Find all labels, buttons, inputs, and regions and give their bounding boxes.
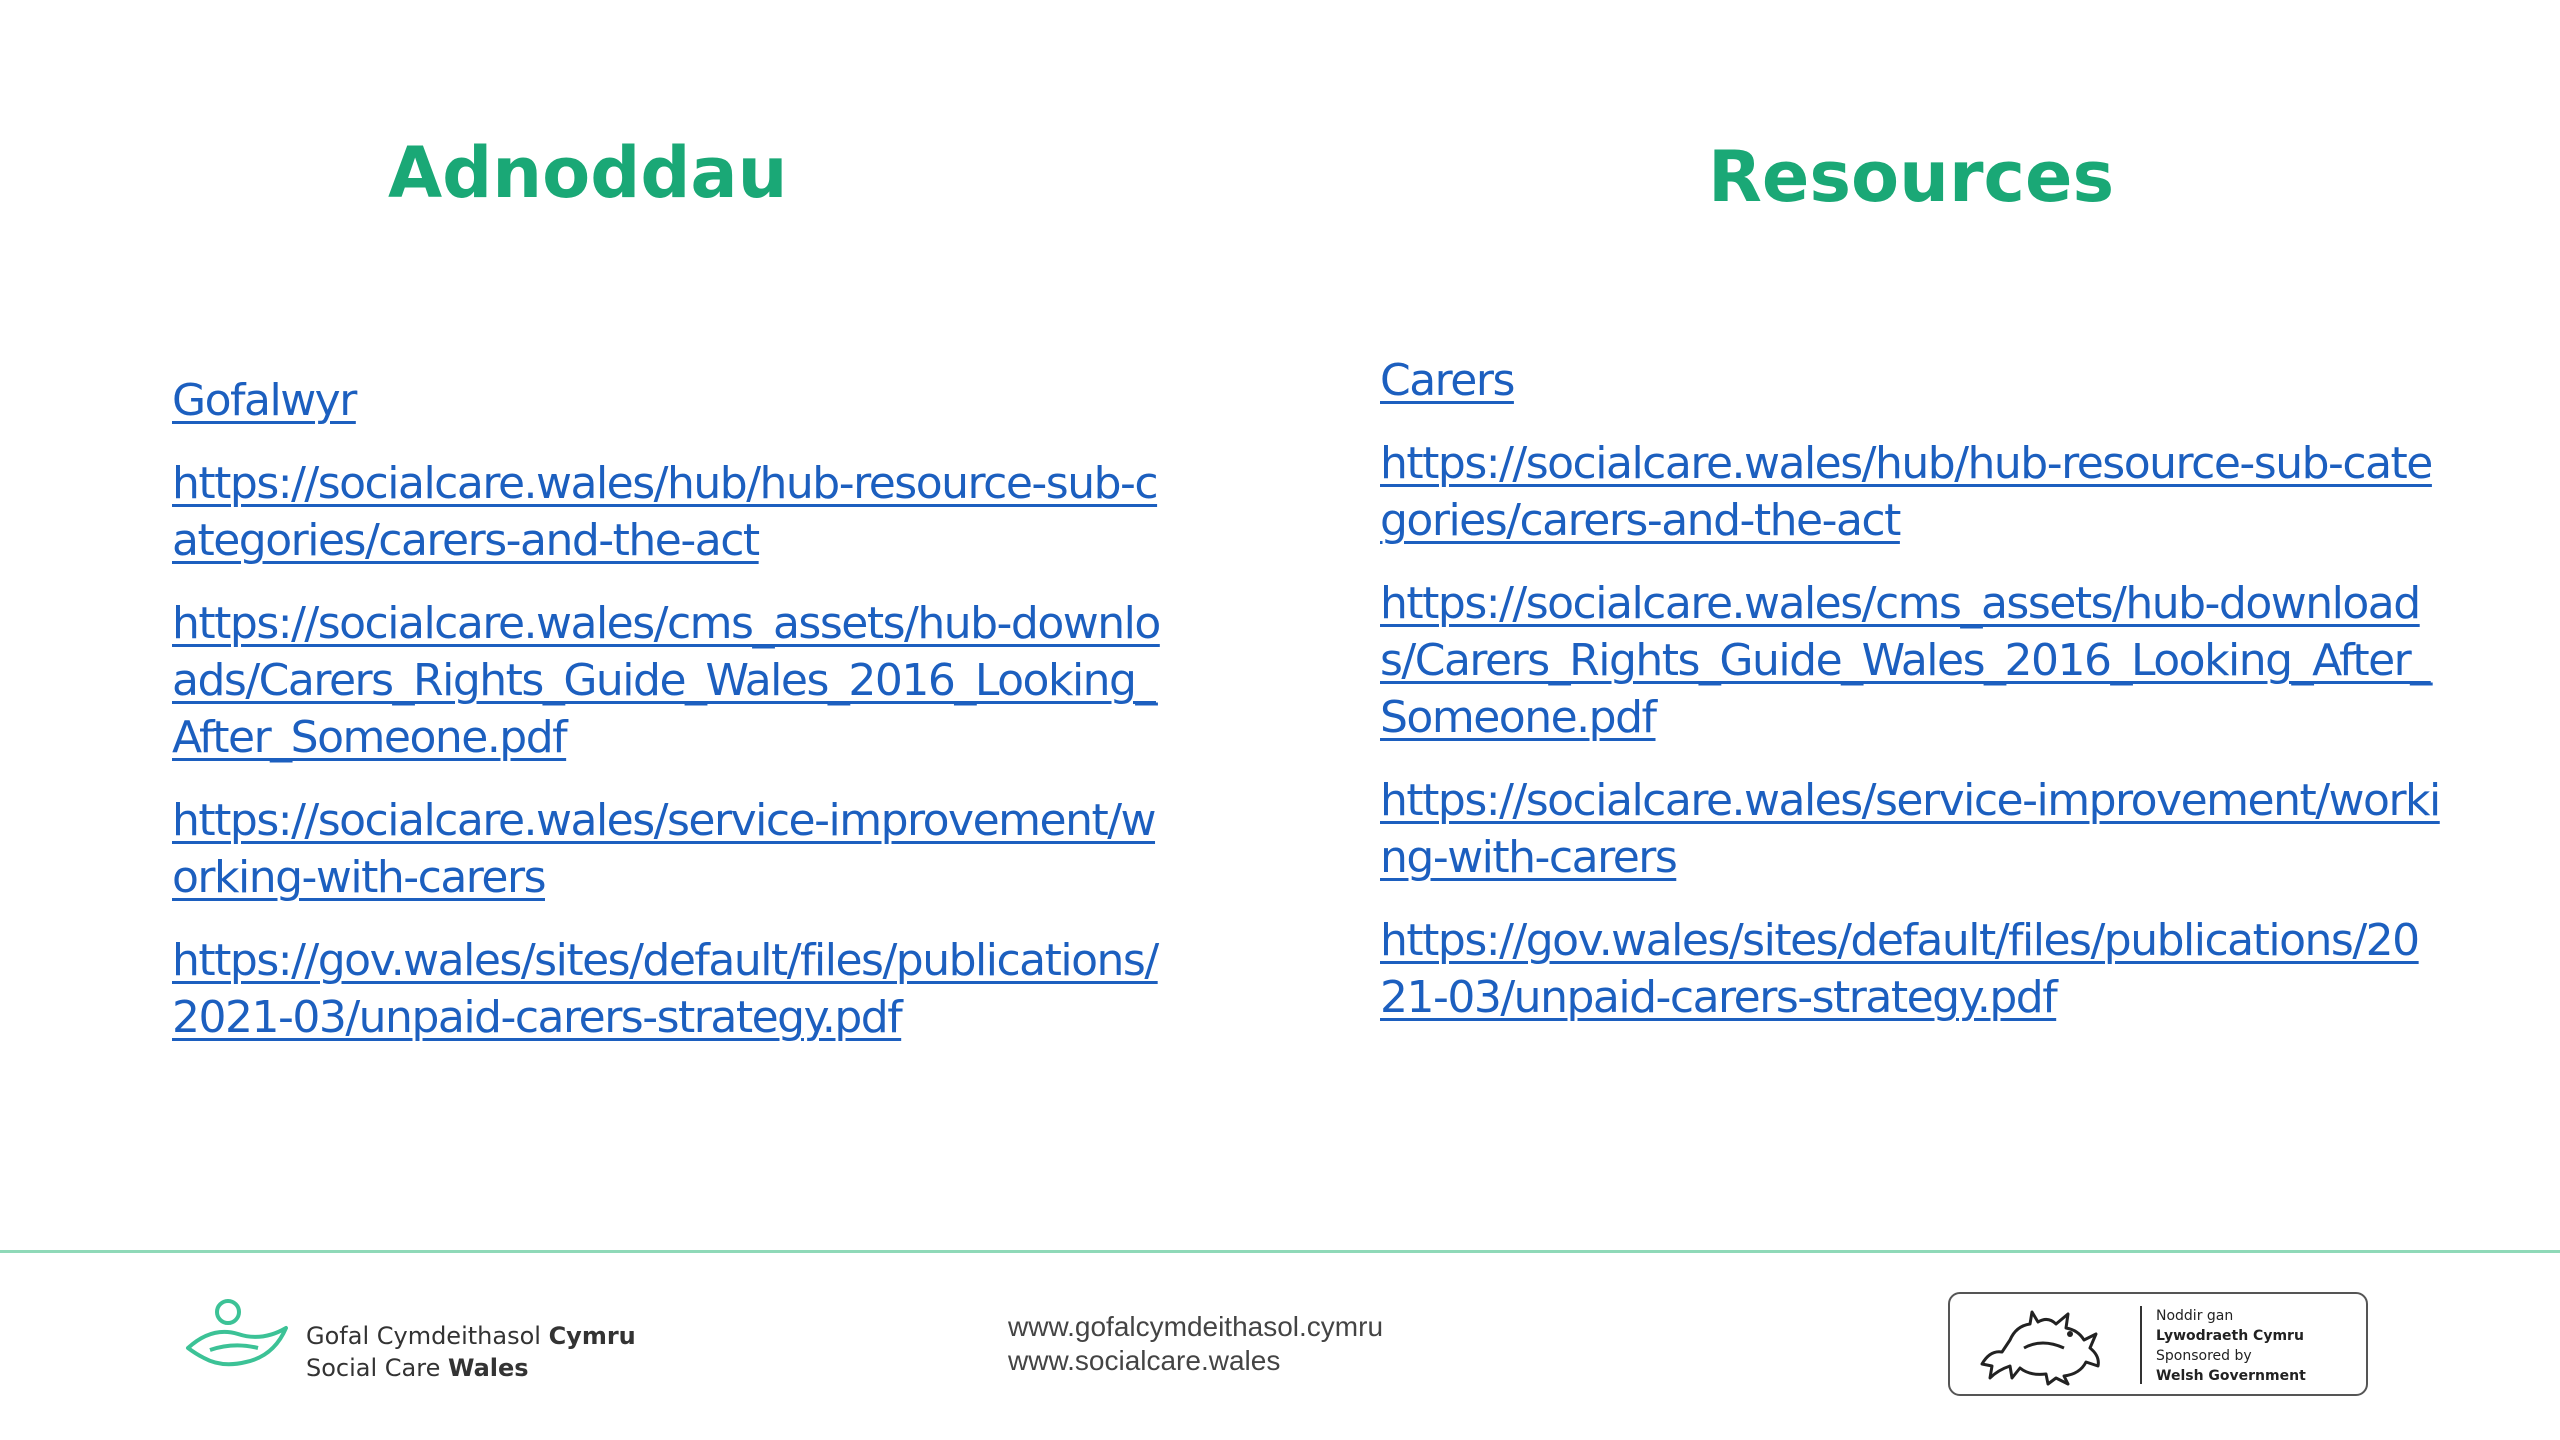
welsh-government-badge bbox=[1948, 1292, 2368, 1396]
link-carers-and-the-act[interactable]: https://socialcare.wales/hub/hub-resource-sub-categories/carers-and-the-act bbox=[1380, 438, 2432, 546]
link-unpaid-carers-strategy[interactable]: https://gov.wales/sites/default/files/publications/2021-03/unpaid-carers-strategy.pdf bbox=[172, 935, 1158, 1043]
welsh-resource-list bbox=[172, 372, 1172, 1072]
link-carers-english[interactable]: Carers bbox=[1380, 355, 1514, 406]
welsh-dragon-icon bbox=[1972, 1304, 2112, 1386]
social-care-wales-logo-icon bbox=[182, 1298, 302, 1378]
footer-websites bbox=[1008, 1310, 1383, 1378]
link-working-with-carers[interactable]: https://socialcare.wales/service-improvement/working-with-carers bbox=[172, 795, 1156, 903]
english-resource-list bbox=[1380, 352, 2440, 1052]
website-english: www.socialcare.wales bbox=[1008, 1345, 1281, 1376]
link-carers-rights-guide[interactable]: https://socialcare.wales/cms_assets/hub-downloads/Carers_Rights_Guide_Wales_2016_Looking_After_Someone.pdf bbox=[1380, 578, 2431, 743]
logo-wordmark: Gofal Cymdeithasol Cymru Social Care Wales bbox=[306, 1322, 636, 1382]
website-welsh: www.gofalcymdeithasol.cymru bbox=[1008, 1311, 1384, 1342]
badge-text: Noddir gan Lywodraeth Cymru Sponsored by Welsh Government bbox=[2156, 1308, 2306, 1384]
link-carers-rights-guide[interactable]: https://socialcare.wales/cms_assets/hub-downloads/Carers_Rights_Guide_Wales_2016_Looking_After_Someone.pdf bbox=[172, 598, 1160, 763]
badge-separator bbox=[2140, 1306, 2142, 1384]
heading-welsh: Adnoddau bbox=[388, 132, 788, 214]
link-carers-and-the-act[interactable]: https://socialcare.wales/hub/hub-resource-sub-categories/carers-and-the-act bbox=[172, 458, 1158, 566]
link-working-with-carers[interactable]: https://socialcare.wales/service-improvement/working-with-carers bbox=[1380, 775, 2440, 883]
link-unpaid-carers-strategy[interactable]: https://gov.wales/sites/default/files/publications/2021-03/unpaid-carers-strategy.pdf bbox=[1380, 915, 2419, 1023]
link-carers-welsh[interactable]: Gofalwyr bbox=[172, 375, 356, 426]
footer-divider bbox=[0, 1250, 2560, 1253]
heading-english: Resources bbox=[1708, 136, 2115, 218]
social-care-wales-logo bbox=[182, 1298, 742, 1382]
